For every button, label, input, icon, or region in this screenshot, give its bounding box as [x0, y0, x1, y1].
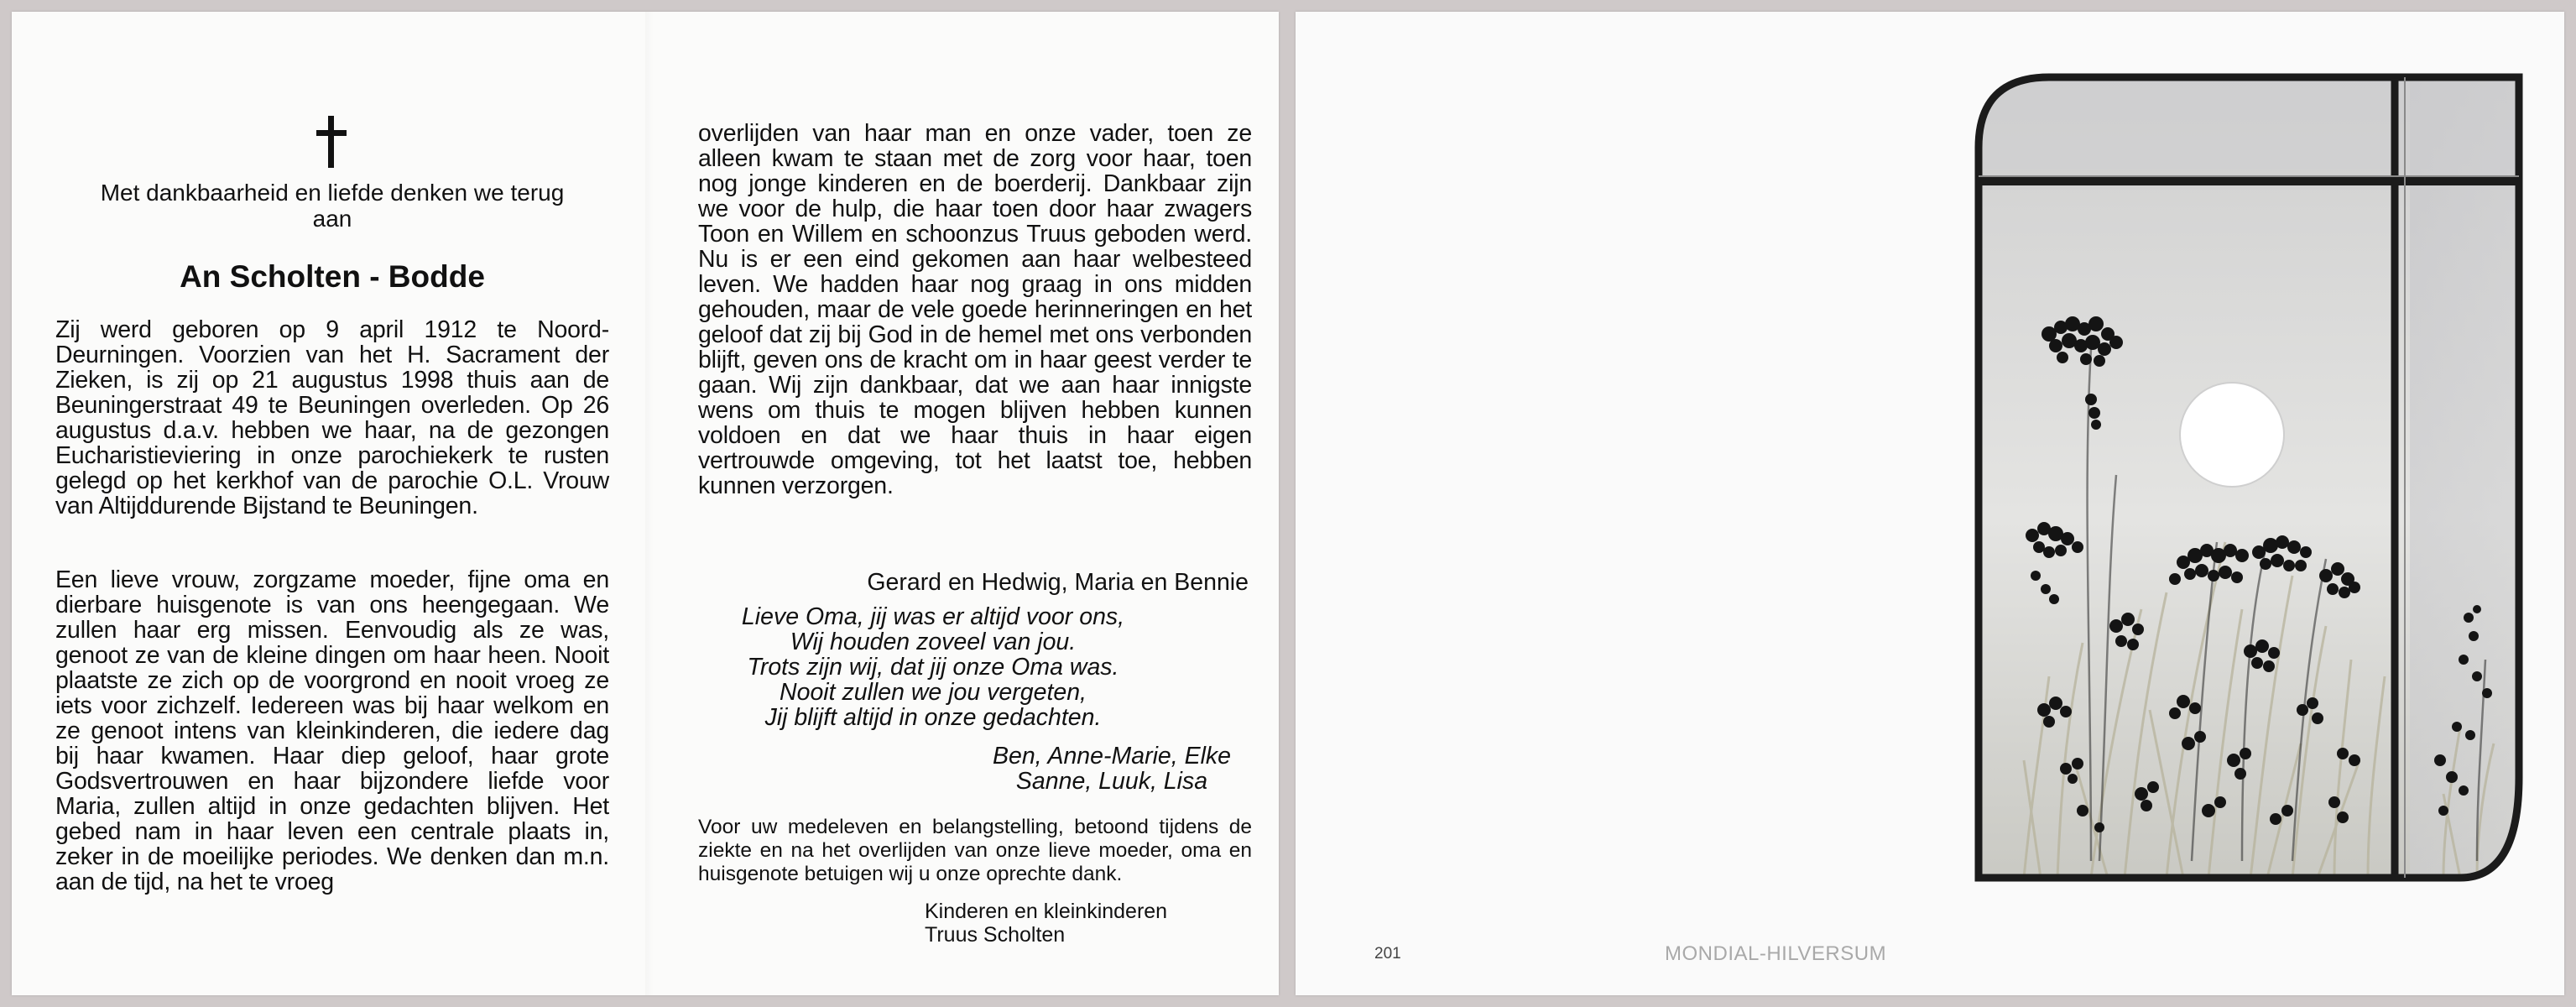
poem-line: Wij houden zoveel van jou. [790, 629, 1077, 655]
grandchildren-line: Ben, Anne-Marie, Elke [992, 743, 1232, 770]
grandchildren-names [973, 744, 1250, 794]
cross-icon [316, 116, 347, 168]
poem-line: Trots zijn wij, dat jij onze Oma was. [747, 654, 1119, 681]
window-glass [1974, 72, 2532, 883]
continuation-text: overlijden van haar man en onze vader, toen ze alleen kwam te staan met de zorg voor haar, toen nog jonge kinderen en de boerderij. Dankbaar zijn we voor de hulp, die haar toen door haar zwagers Toon en Willem en schoonzus Truus geboden werd. Nu is er een eind gekomen aan haar welbesteed leven. We hadden haar nog graag in ons midden gehouden, maar de vele goede herinneringen en het geloof dat zij bij God in de hemel met ons verbonden blijft, geven ons de kracht om in haar geest verder te gaan. Wij zijn dankbaar, dat we aan haar innigste wens om thuis te mogen blijven hebben kunnen voldoen en dat we haar thuis in haar eigen vertrouwde omgeving, tot het laatst toe, hebben kunnen verzorgen. [698, 120, 1252, 499]
intro-line-2: aan [312, 206, 352, 232]
poem [740, 604, 1126, 730]
moon [2180, 383, 2284, 487]
publisher-imprint: MONDIAL-HILVERSUM [1665, 942, 1887, 965]
deceased-name: An Scholten - Bodde [180, 259, 485, 294]
cover-page [1296, 12, 2564, 995]
inside-spread [12, 12, 1279, 995]
biography-paragraph [55, 317, 609, 519]
grandchildren-line: Sanne, Luuk, Lisa [1015, 768, 1208, 795]
fold-line [645, 12, 654, 995]
remembrance-text: Een lieve vrouw, zorgzame moeder, fijne oma en dierbare huisgenote is van ons heengegaan. We zullen haar erg missen. Eenvoudig als ze was, genoot ze van de kleine dingen om haar heen. Nooit plaatste ze zich op de voorgrond en nooit vroeg ze iets voor zichzelf. Iedereen was bij haar welkom en ze genoot intens van kleinkinderen, die iedere dag bij haar kwamen. Haar diep geloof, haar grote Godsvertrouwen en haar bijzondere liefde voor Maria, zullen altijd in onze gedachten blijven. Het gebed nam in haar leven een centrale plaats in, zeker in de moeilijke periodes. We denken dan m.n. aan de tijd, na het te vroeg [55, 566, 609, 895]
closing-signature [925, 900, 1227, 947]
remembrance-paragraph [55, 567, 609, 895]
intro-text [55, 180, 609, 232]
continuation-paragraph [698, 121, 1252, 498]
biography-text: Zij werd geboren op 9 april 1912 te Noord-Deurningen. Voorzien van het H. Sacrament der Zieken, is zij op 21 augustus 1998 thuis aan de Beuningerstraat 49 te Beuningen overleden. Op 26 augustus d.a.v. hebben we haar, na de gezongen Eucharistieviering in onze parochiekerk te rusten gelegd op het kerkhof van de parochie O.L. Vrouw van Altijddurende Bijstand te Beuningen. [55, 316, 609, 519]
closing-line: Kinderen en kleinkinderen [925, 900, 1168, 923]
poem-line: Lieve Oma, jij was er altijd voor ons, [741, 603, 1125, 630]
children-signoff: Gerard en Hedwig, Maria en Bennie [867, 569, 1249, 596]
intro-line-1: Met dankbaarheid en liefde denken we terug [100, 180, 565, 206]
thanks-note: Voor uw medeleven en belangstelling, betoond tijdens de ziekte en na het overlijden van onze lieve moeder, oma en huisgenote betuigen wij u onze oprechte dank. [698, 816, 1252, 885]
poem-line: Nooit zullen we jou vergeten, [780, 679, 1087, 706]
closing-line: Truus Scholten [925, 923, 1066, 947]
poem-line: Jij blijft altijd in onze gedachten. [764, 704, 1102, 731]
window-flowers-illustration [1974, 72, 2532, 883]
page-number: 201 [1374, 945, 1401, 963]
